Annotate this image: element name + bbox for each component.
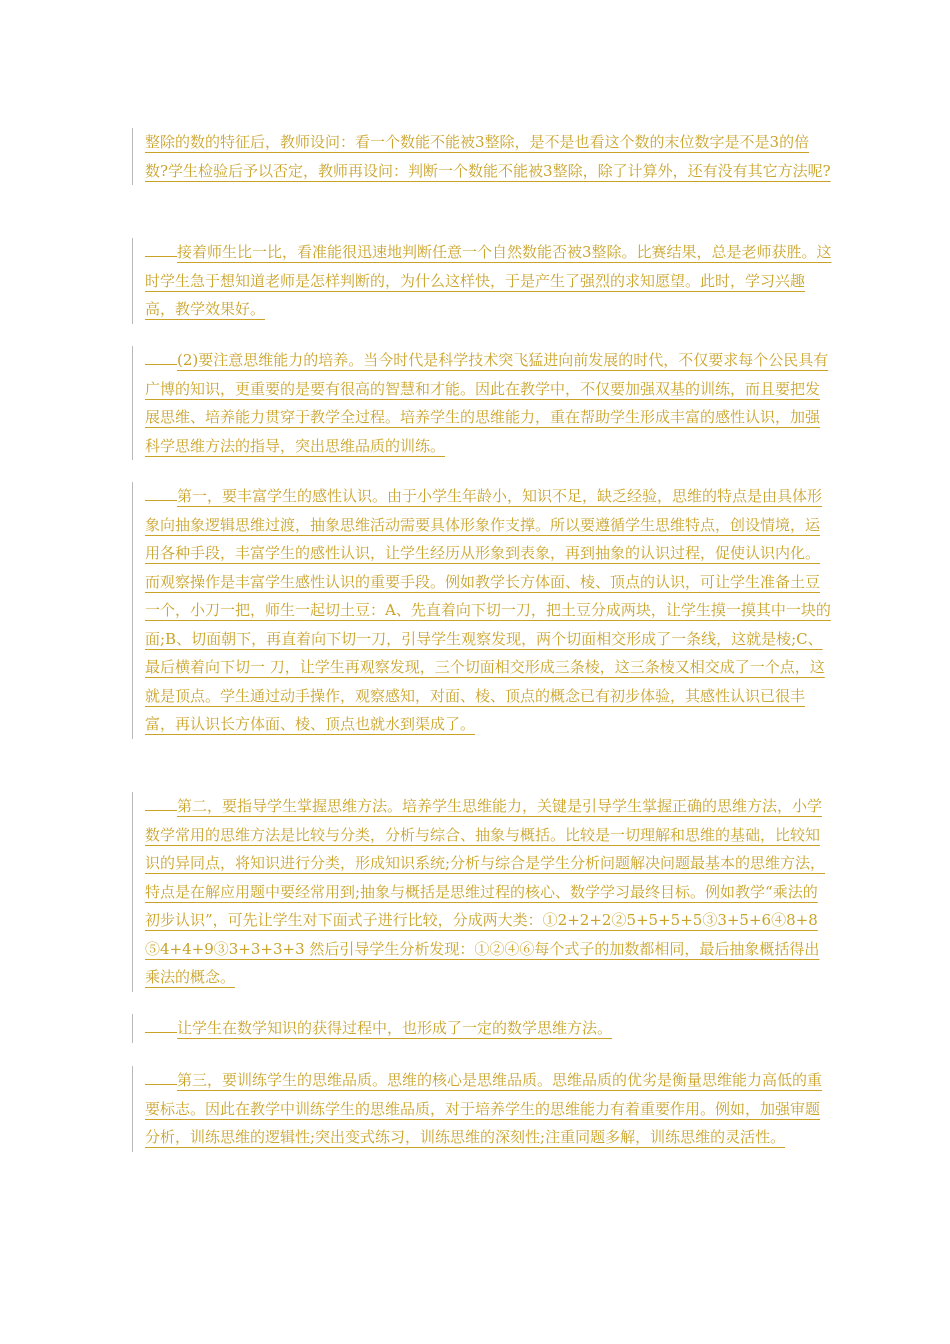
paragraph-6: [132, 1014, 832, 1043]
paragraph-5: [132, 792, 832, 992]
indent-space: [145, 809, 177, 811]
indent-space: [145, 499, 177, 501]
paragraph-4: [132, 482, 832, 739]
paragraph-text: 整除的数的特征后，教师设问：看一个数能不能被3整除，是不是也看这个数的末位数字是不是3的倍数?学生检验后予以否定，教师再设问：判断一个数能不能被3整除，除了计算外，还有没有其它方法呢?: [145, 133, 831, 180]
paragraph-text: 第一，要丰富学生的感性认识。由于小学生年龄小，知识不足，缺乏经验，思维的特点是由具体形象向抽象逻辑思维过渡，抽象思维活动需要具体形象作支撑。所以要遵循学生思维特点，创设情境，运用各种手段，丰富学生的感性认识，让学生经历从形象到表象，再到抽象的认识过程，促使认识内化。而观察操作是丰富学生感性认识的重要手段。例如教学长方体面、棱、顶点的认识，可让学生准备土豆一个，小刀一把，师生一起切土豆：A、先直着向下切一刀，把土豆分成两块，让学生摸一摸其中一块的面;B、切面朝下，再直着向下切一刀，引导学生观察发现，两个切面相交形成了一条线，这就是棱;C、最后横着向下切一 刀，让学生再观察发现，三个切面相交形成三条棱，这三条棱又相交成了一个点，这就是顶点。学生通过动手操作，观察感知，对面、棱、顶点的概念已有初步体验，其感性认识已很丰富，再认识长方体面、棱、顶点也就水到渠成了。: [145, 487, 831, 733]
paragraph-text: 第二，要指导学生掌握思维方法。培养学生思维能力，关键是引导学生掌握正确的思维方法，小学数学常用的思维方法是比较与分类，分析与综合、抽象与概括。比较是一切理解和思维的基础，比较知识的异同点，将知识进行分类，形成知识系统;分析与综合是学生分析问题解决问题最基本的思维方法，特点是在解应用题中要经常用到;抽象与概括是思维过程的核心、数学学习最终目标。例如教学“乘法的初步认识”，可先让学生对下面式子进行比较，分成两大类：①2+2+2②5+5+5+5③3+5+6④8+8⑤4+4+9③3+3+3+3 然后引导学生分析发现：①②④⑥每个式子的加数都相同，最后抽象概括得出乘法的概念。: [145, 797, 826, 986]
paragraph-text: 接着师生比一比，看准能很迅速地判断任意一个自然数能否被3整除。比赛结果，总是老师获胜。这时学生急于想知道老师是怎样判断的，为什么这样快，于是产生了强烈的求知愿望。此时，学习兴趣高，教学效果好。: [145, 243, 832, 318]
paragraph-text: 第三，要训练学生的思维品质。思维的核心是思维品质。思维品质的优劣是衡量思维能力高低的重要标志。因此在教学中训练学生的思维品质，对于培养学生的思维能力有着重要作用。例如，加强审题分析，训练思维的逻辑性;突出变式练习，训练思维的深刻性;注重同题多解，训练思维的灵活性。: [145, 1071, 823, 1146]
paragraph-2: [132, 238, 832, 324]
paragraph-7: [132, 1066, 832, 1152]
paragraph-1: [132, 128, 832, 185]
paragraph-3: [132, 346, 832, 460]
indent-space: [145, 255, 177, 257]
paragraph-text: 让学生在数学知识的获得过程中，也形成了一定的数学思维方法。: [177, 1019, 613, 1037]
paragraph-text: (2)要注意思维能力的培养。当今时代是科学技术突飞猛进向前发展的时代，不仅要求每个公民具有广博的知识，更重要的是要有很高的智慧和才能。因此在教学中，不仅要加强双基的训练，而且要把发展思维、培养能力贯穿于教学全过程。培养学生的思维能力，重在帮助学生形成丰富的感性认识，加强科学思维方法的指导，突出思维品质的训练。: [145, 351, 829, 455]
indent-space: [145, 1031, 177, 1033]
indent-space: [145, 363, 177, 365]
indent-space: [145, 1083, 177, 1085]
